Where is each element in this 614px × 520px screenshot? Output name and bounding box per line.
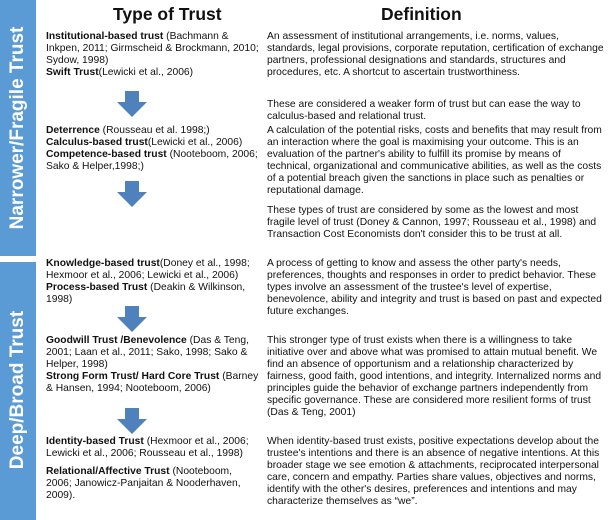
trust-citation: (Lewicki et al., 2006) xyxy=(98,67,194,78)
band-label-deep: Deep/Broad Trust xyxy=(7,310,28,470)
row1-definition: An assessment of institutional arrangements, i.e. norms, values, standards, legal provisions, corporate reputation, certification of exchange partners, professional designations and standards, structures and procedures, etc. A shortcut to ascertain trustworthiness. xyxy=(267,31,604,78)
trust-name: Relational/Affective Trust xyxy=(46,466,170,477)
row3-types xyxy=(46,258,260,306)
row4-types xyxy=(46,335,260,395)
trust-name: Competence-based trust xyxy=(46,149,167,160)
trust-citation: (Barney & Hansen, 1994; Nooteboom, 2006) xyxy=(46,371,259,394)
row4-definition: This stronger type of trust exists when there is a willingness to take initiative over and above what was promised to attain mutual benefit. We find an absence of opportunism and a relationship characterized by fairness, good faith, good intentions, and integrity. Internalized norms and principles guide the behavior of exchange partners independently from specific governance. These are considered more resilient forms of trust (Das & Teng, 2001) xyxy=(267,335,602,418)
row2-types xyxy=(46,125,260,173)
trust-citation: (Nooteboom, 2006; Janowicz-Panjaitan & Nooderhaven, 2009). xyxy=(46,466,241,501)
header-definition: Definition xyxy=(381,4,462,24)
trust-name: Knowledge-based trust xyxy=(46,258,160,269)
down-arrow-icon xyxy=(117,408,147,434)
down-arrow-icon xyxy=(117,306,147,332)
trust-name: Identity-based Trust xyxy=(46,436,144,447)
row5-definition: When identity-based trust exists, positive expectations develop about the trustee's intentions and there is an absence of negative intentions. At this broader stage we see emotion & attachments, reciprocated interpersonal care, concern and empathy. Parties share values, objectives and norms, identify with the other's desires, preferences and intentions and may characterize themselves as “we”. xyxy=(267,436,600,507)
note1: These are considered a weaker form of trust but can ease the way to calculus-based and relational trust. xyxy=(267,99,581,122)
trust-citation: (Doney et al., 1998; Hexmoor et al., 2006; Lewicki et al., 2006) xyxy=(46,258,250,281)
trust-citation: (Bachmann & Inkpen, 2011; Girmscheid & Brockmann, 2010; Sydow, 1998) xyxy=(46,31,259,66)
trust-citation: (Nooteboom, 2006; Sako & Helper,1998;) xyxy=(46,149,258,172)
trust-citation: (Lewicki et al., 2006) xyxy=(147,137,243,148)
band-deep-broad xyxy=(0,262,36,520)
trust-name: Process-based Trust xyxy=(46,282,148,293)
row5-types xyxy=(46,436,260,502)
row1-types xyxy=(46,31,260,79)
trust-name: Deterrence xyxy=(46,125,100,136)
down-arrow-icon xyxy=(117,181,147,207)
trust-citation: (Hexmoor et al., 2006; Lewicki et al., 2006; Rousseau et al., 1998) xyxy=(46,436,249,459)
trust-name: Calculus-based trust xyxy=(46,137,148,148)
row3-definition: A process of getting to know and assess the other party's needs, preferences, thoughts and responses in order to predict behavior. These types involve an assessment of the trustee's level of expertise, benevolence, ability and integrity and trust is based on past and expected future exchanges. xyxy=(267,258,602,317)
band-label-narrower: Narrower/Fragile Trust xyxy=(7,26,28,230)
row2-definition: A calculation of the potential risks, costs and benefits that may result from an interaction where the goal is maximising your outcome. This is an evaluation of the partner's ability to fulfill its promise by means of technical, organizational and communicative abilities, as well as the costs of a potential breach given the sanctions in place such as penalties or reputational damage. xyxy=(267,125,602,196)
down-arrow-icon xyxy=(117,91,147,117)
trust-citation: (Deakin & Wilkinson, 1998) xyxy=(46,282,246,305)
trust-name: Goodwill Trust /Benevolence xyxy=(46,335,187,346)
trust-citation: (Das & Teng, 2001; Laan et al., 2011; Sako, 1998; Sako & Helper, 1998) xyxy=(46,335,249,370)
band-narrower-fragile xyxy=(0,0,36,256)
trust-citation: (Rousseau et al. 1998;) xyxy=(99,125,210,136)
trust-name: Strong Form Trust/ Hard Core Trust xyxy=(46,371,220,382)
note2: These types of trust are considered by some as the lowest and most fragile level of trust (Doney & Cannon, 1997; Rousseau et al., 1998) and Transaction Cost Economists don't consider this to be trust at all. xyxy=(267,205,597,240)
trust-name: Institutional-based trust xyxy=(46,31,164,42)
trust-name: Swift Trust xyxy=(46,67,99,78)
header-type-of-trust: Type of Trust xyxy=(113,4,222,24)
